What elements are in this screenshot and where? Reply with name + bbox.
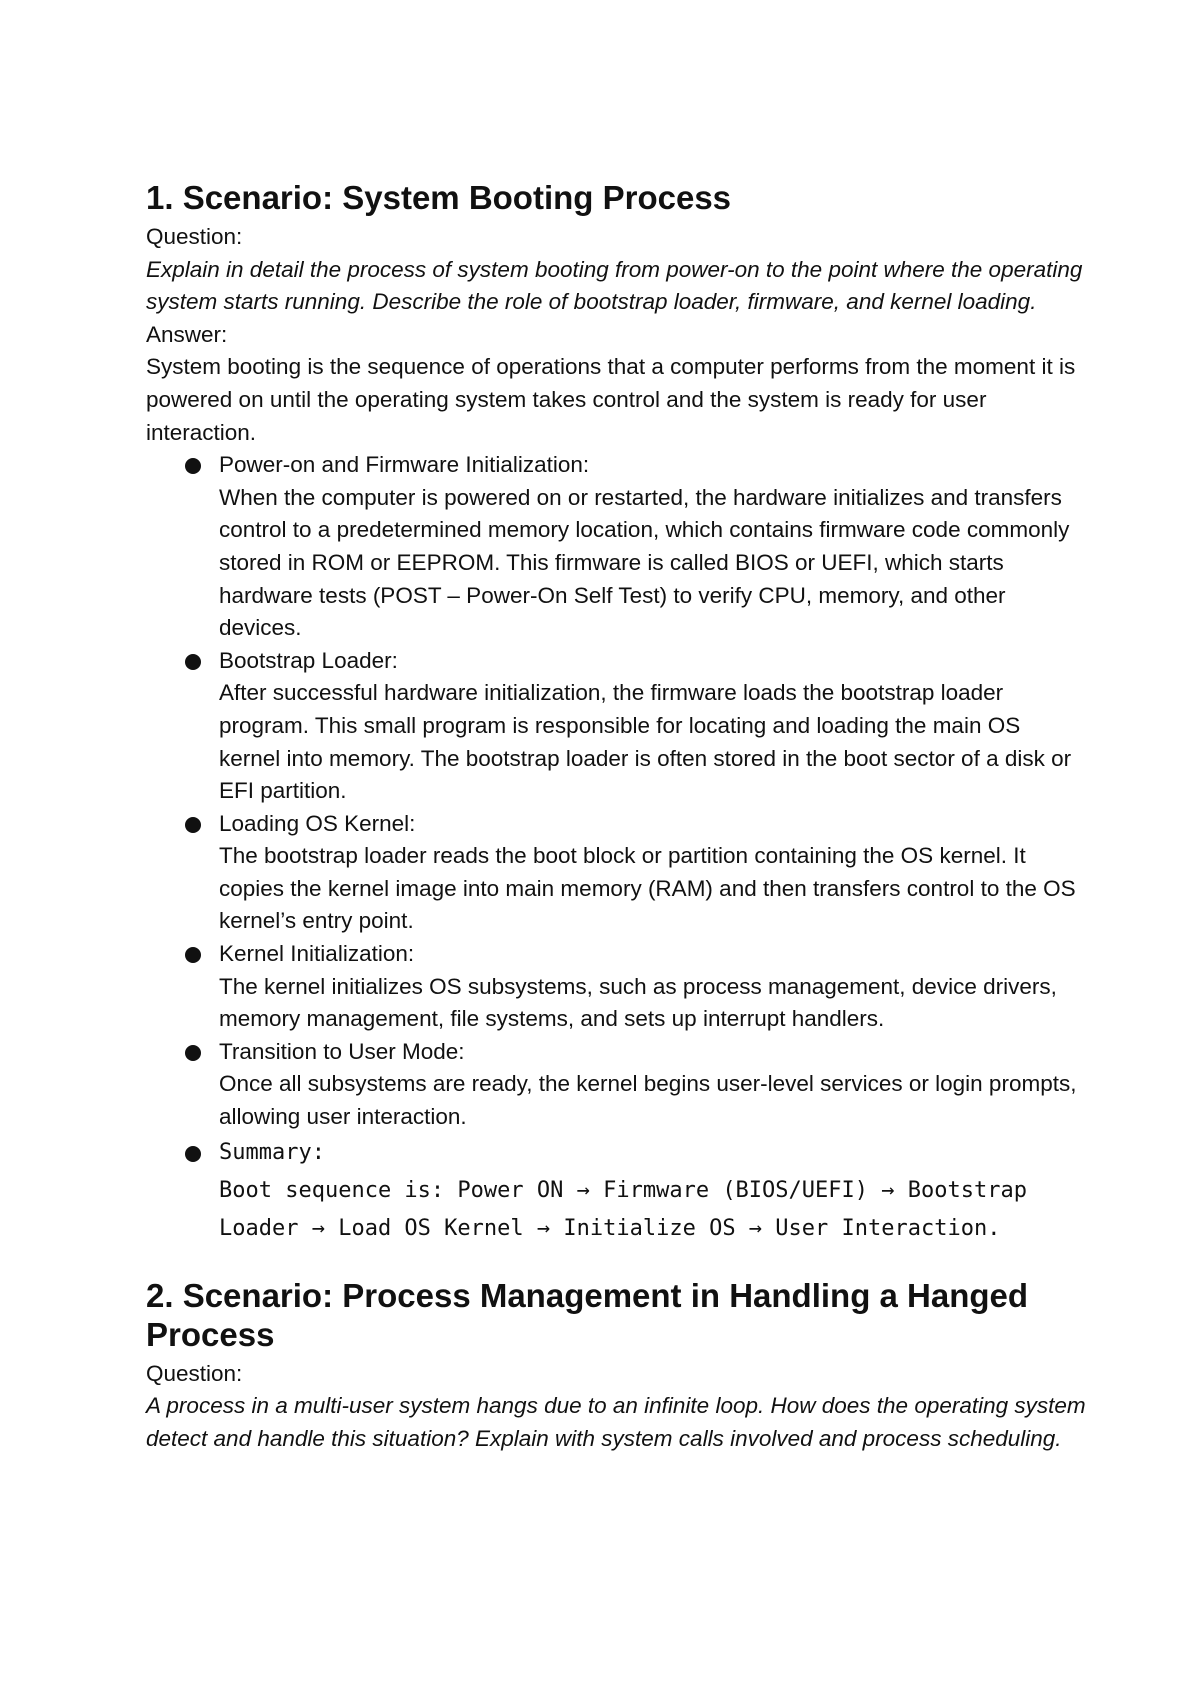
list-item-text: The bootstrap loader reads the boot block or partition containing the OS kernel. It copies the kernel image into main memory (RAM) and then transfers control to the OS kernel’s entry point. <box>219 843 1076 934</box>
list-item-title: Transition to User Mode: <box>219 1038 465 1064</box>
question-label: Question: <box>146 224 243 249</box>
list-item-title: Bootstrap Loader: <box>219 647 398 673</box>
list-item-title: Power-on and Firmware Initialization: <box>219 452 590 478</box>
summary-item <box>146 1134 1086 1248</box>
section-2-title: 2. Scenario: Process Management in Handling a Hanged Process <box>146 1276 1029 1353</box>
bullet-icon <box>185 1045 201 1061</box>
list-item <box>146 1036 1086 1134</box>
bullet-icon <box>185 817 201 833</box>
list-item <box>146 808 1086 938</box>
list-item-text: Once all subsystems are ready, the kernel begins user-level services or login prompts, allowing user interaction. <box>219 1071 1077 1130</box>
bullet-icon <box>185 947 201 963</box>
bullet-icon <box>185 1146 201 1162</box>
list-item <box>146 449 1086 645</box>
section-2 <box>146 1276 1086 1456</box>
list-item-text: When the computer is powered on or restarted, the hardware initializes and transfers control to a predetermined memory location, which contains firmware code commonly stored in ROM or EEPROM. This firmware is called BIOS or UEFI, which starts hardware tests (POST – Power-On Self Test) to verify CPU, memory, and other devices. <box>219 484 1070 641</box>
list-item <box>146 645 1086 808</box>
summary-title: Summary: <box>219 1139 325 1165</box>
document-content <box>146 178 1086 1455</box>
boot-steps-list <box>146 449 1086 1247</box>
summary-text: Boot sequence is: Power ON → Firmware (BIOS/UEFI) → Bootstrap Loader → Load OS Kernel → Initialize OS → User Interaction. <box>219 1177 1027 1241</box>
list-item-title: Kernel Initialization: <box>219 941 415 967</box>
question-text: A process in a multi-user system hangs due to an infinite loop. How does the operating system detect and handle this situation? Explain with system calls involved and process scheduling. <box>146 1393 1086 1451</box>
list-item-title: Loading OS Kernel: <box>219 810 416 836</box>
list-item <box>146 938 1086 1036</box>
list-item-text: The kernel initializes OS subsystems, such as process management, device drivers, memory management, file systems, and sets up interrupt handlers. <box>219 973 1057 1032</box>
section-1 <box>146 178 1086 1248</box>
list-item-text: After successful hardware initialization, the firmware loads the bootstrap loader program. This small program is responsible for locating and loading the main OS kernel into memory. The bootstrap loader is often stored in the boot sector of a disk or EFI partition. <box>219 680 1072 804</box>
bullet-icon <box>185 654 201 670</box>
section-1-title: 1. Scenario: System Booting Process <box>146 179 732 216</box>
bullet-icon <box>185 458 201 474</box>
answer-label: Answer: <box>146 321 228 347</box>
question-label: Question: <box>146 1360 243 1386</box>
question-text: Explain in detail the process of system booting from power-on to the point where the operating system starts running. Describe the role of bootstrap loader, firmware, and kernel loading. <box>146 256 1083 315</box>
answer-intro: System booting is the sequence of operations that a computer performs from the moment it is powered on until the operating system takes control and the system is ready for user interaction. <box>146 354 1076 445</box>
